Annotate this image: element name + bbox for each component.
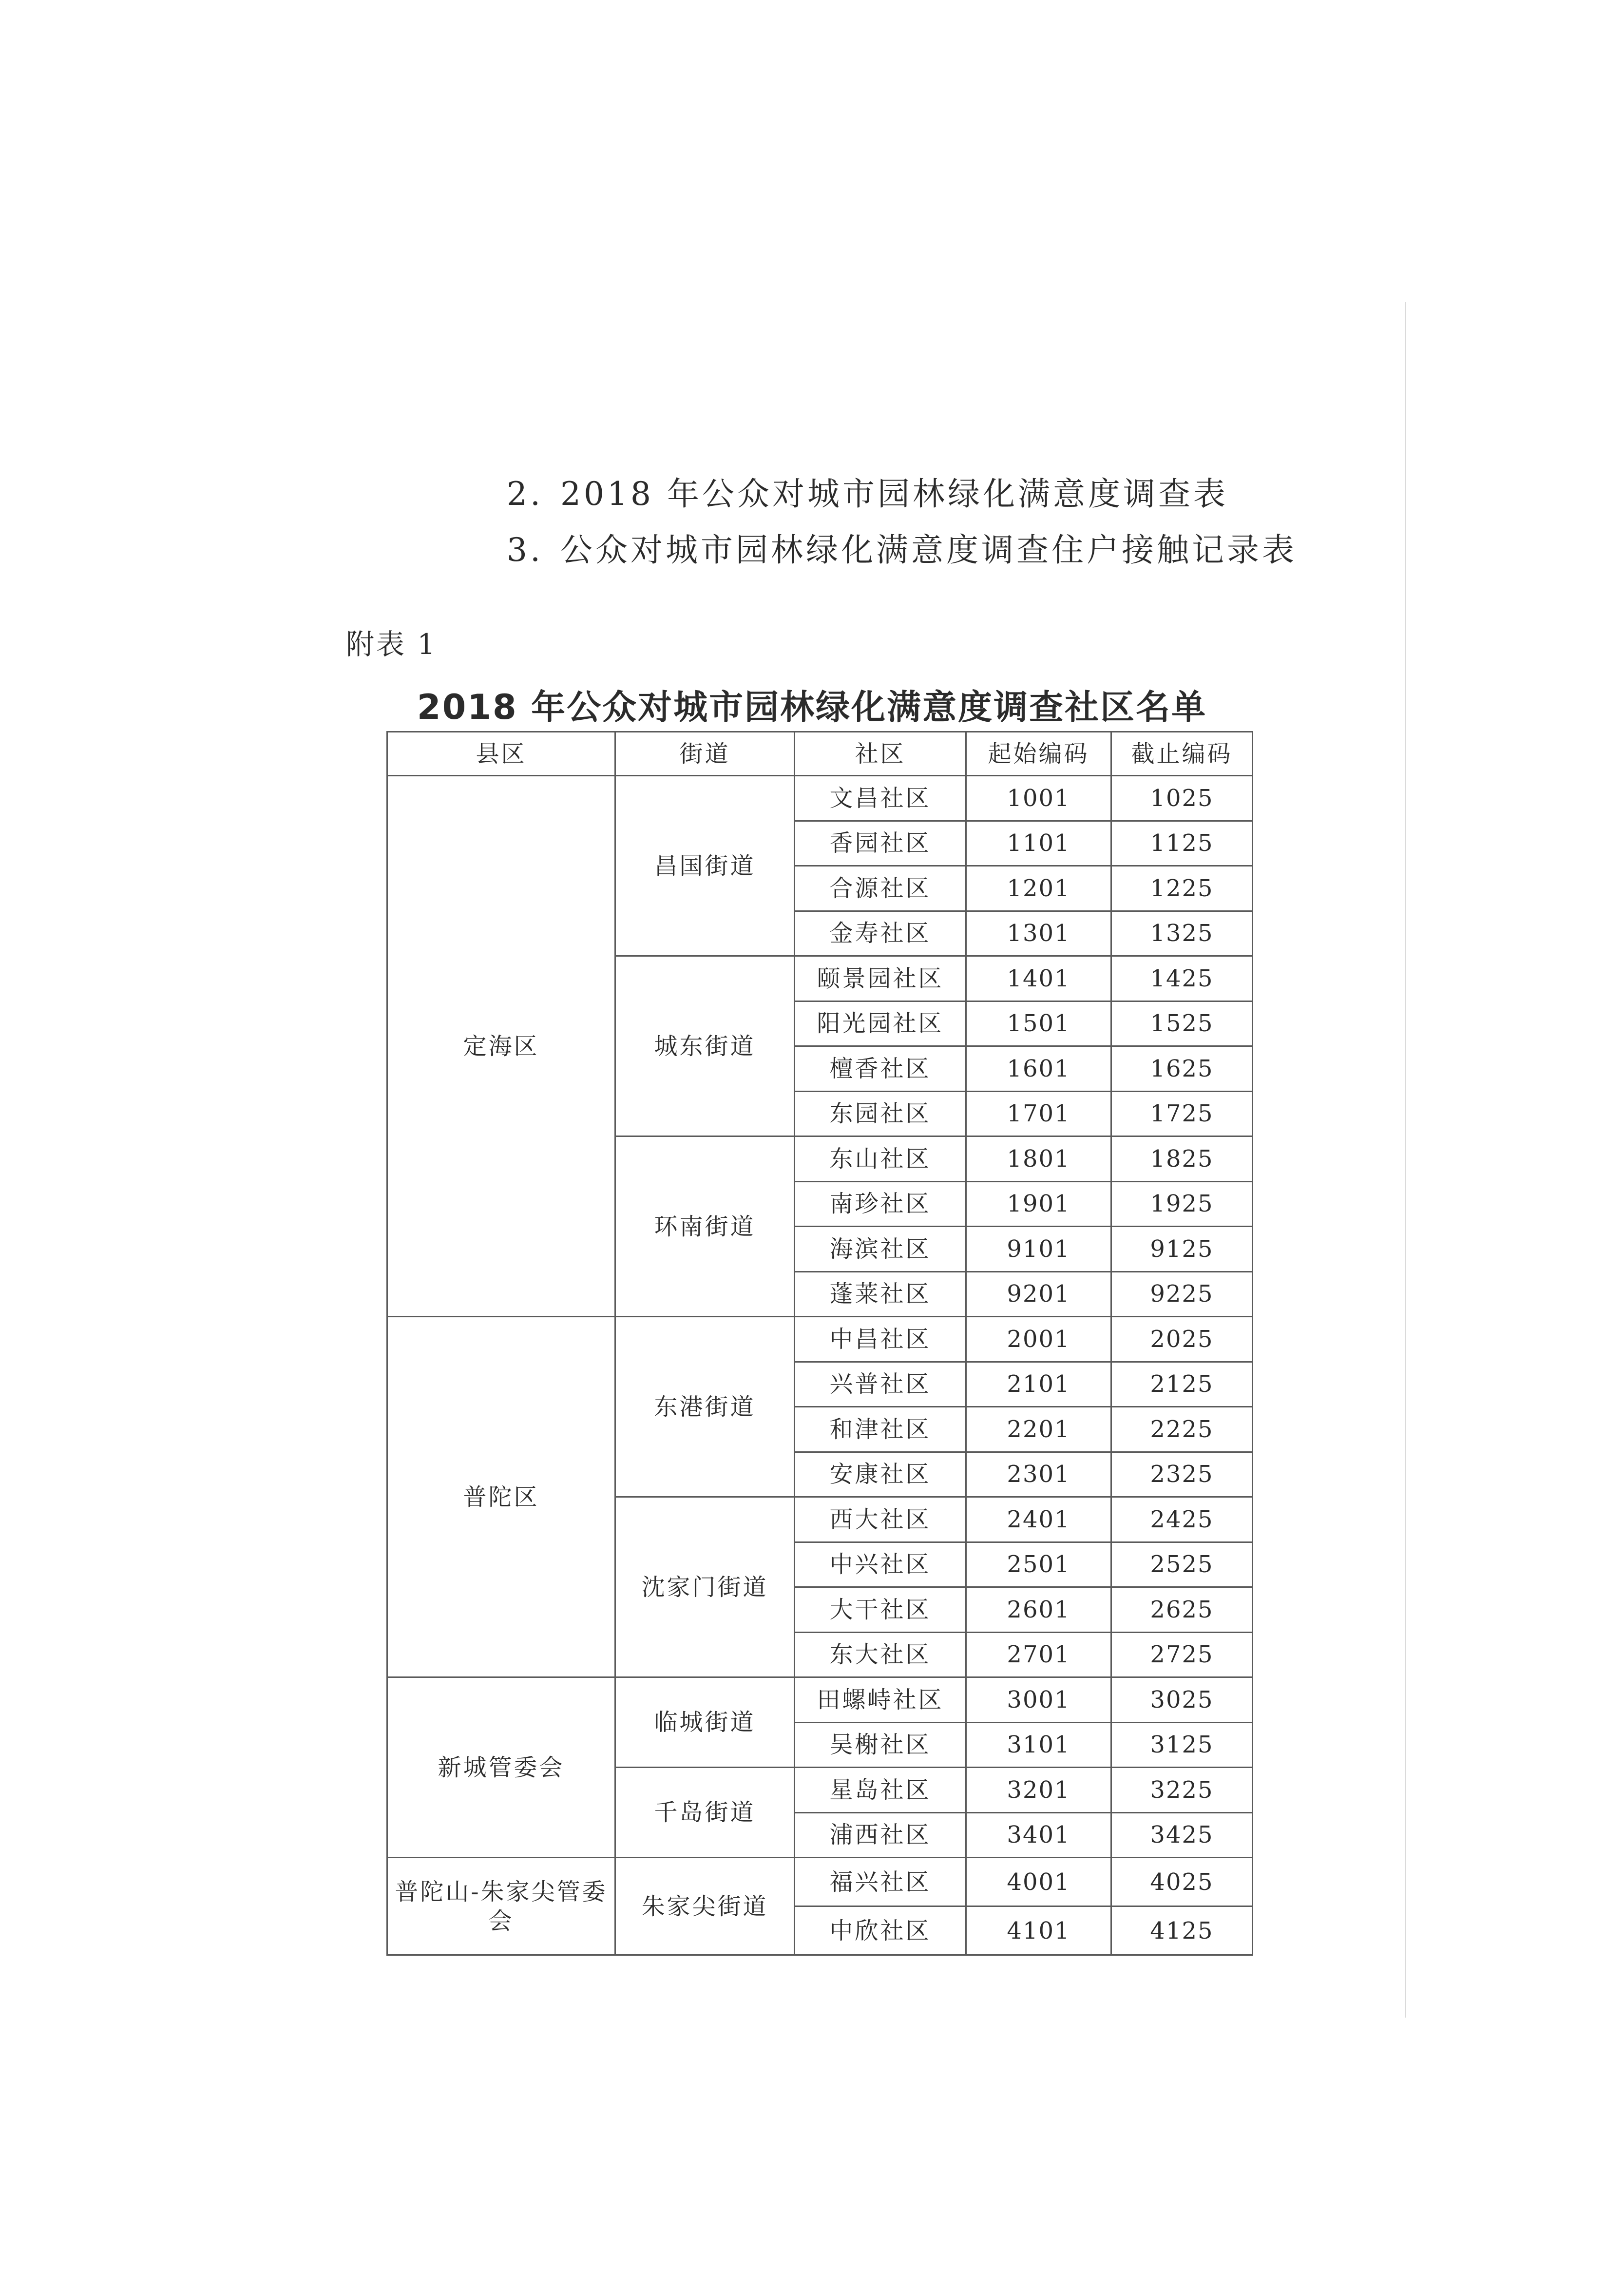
start-code-cell: 2601: [966, 1587, 1111, 1633]
end-code-cell: 3125: [1111, 1722, 1253, 1768]
end-code-cell: 1725: [1111, 1091, 1253, 1136]
table-row: [387, 1677, 1253, 1723]
end-code-cell: 2525: [1111, 1542, 1253, 1587]
start-code-cell: 1401: [966, 956, 1111, 1001]
district-cell: 普陀区: [387, 1317, 615, 1677]
end-code-cell: 1625: [1111, 1046, 1253, 1092]
header-end-code: 截止编码: [1111, 732, 1253, 776]
end-code-cell: 3225: [1111, 1768, 1253, 1813]
street-cell: 城东街道: [615, 956, 795, 1136]
end-code-cell: 4025: [1111, 1858, 1253, 1906]
start-code-cell: 4101: [966, 1906, 1111, 1955]
table-row: [387, 776, 1253, 821]
start-code-cell: 2201: [966, 1407, 1111, 1452]
end-code-cell: 3025: [1111, 1677, 1253, 1723]
community-cell: 海滨社区: [795, 1227, 966, 1272]
street-cell: 东港街道: [615, 1317, 795, 1497]
community-cell: 安康社区: [795, 1452, 966, 1497]
community-cell: 颐景园社区: [795, 956, 966, 1001]
annex-label: 附表 1: [346, 628, 438, 661]
start-code-cell: 2101: [966, 1362, 1111, 1407]
community-cell: 中欣社区: [795, 1906, 966, 1955]
start-code-cell: 2401: [966, 1497, 1111, 1542]
start-code-cell: 3001: [966, 1677, 1111, 1723]
community-cell: 东山社区: [795, 1136, 966, 1182]
header-street: 街道: [615, 732, 795, 776]
street-cell: 环南街道: [615, 1136, 795, 1317]
community-cell: 香园社区: [795, 821, 966, 866]
community-cell: 檀香社区: [795, 1046, 966, 1092]
end-code-cell: 3425: [1111, 1812, 1253, 1858]
start-code-cell: 1101: [966, 821, 1111, 866]
community-cell: 浦西社区: [795, 1812, 966, 1858]
end-code-cell: 4125: [1111, 1906, 1253, 1955]
start-code-cell: 2501: [966, 1542, 1111, 1587]
start-code-cell: 1701: [966, 1091, 1111, 1136]
end-code-cell: 1825: [1111, 1136, 1253, 1182]
end-code-cell: 2425: [1111, 1497, 1253, 1542]
start-code-cell: 1301: [966, 911, 1111, 956]
end-code-cell: 9225: [1111, 1271, 1253, 1317]
community-cell: 蓬莱社区: [795, 1271, 966, 1317]
start-code-cell: 1801: [966, 1136, 1111, 1182]
community-cell: 大干社区: [795, 1587, 966, 1633]
end-code-cell: 2025: [1111, 1317, 1253, 1362]
community-cell: 东园社区: [795, 1091, 966, 1136]
street-cell: 沈家门街道: [615, 1497, 795, 1677]
start-code-cell: 3101: [966, 1722, 1111, 1768]
end-code-cell: 2725: [1111, 1632, 1253, 1677]
end-code-cell: 1325: [1111, 911, 1253, 956]
end-code-cell: 2325: [1111, 1452, 1253, 1497]
attachment-list-item: [507, 524, 1297, 570]
start-code-cell: 1601: [966, 1046, 1111, 1092]
end-code-cell: 1925: [1111, 1181, 1253, 1227]
list-item-text: 公众对城市园林绿化满意度调查住户接触记录表: [560, 531, 1297, 569]
start-code-cell: 9101: [966, 1227, 1111, 1272]
end-code-cell: 2125: [1111, 1362, 1253, 1407]
header-district: 县区: [387, 732, 615, 776]
start-code-cell: 1001: [966, 776, 1111, 821]
end-code-cell: 1125: [1111, 821, 1253, 866]
list-item-number: 2.: [507, 475, 543, 513]
list-item-number: 3.: [507, 531, 543, 569]
district-cell: 定海区: [387, 776, 615, 1317]
district-cell: 新城管委会: [387, 1677, 615, 1858]
table-header-row: [387, 732, 1253, 776]
community-cell: 吴榭社区: [795, 1722, 966, 1768]
table-row: [387, 1317, 1253, 1362]
community-cell: 福兴社区: [795, 1858, 966, 1906]
end-code-cell: 2625: [1111, 1587, 1253, 1633]
start-code-cell: 2001: [966, 1317, 1111, 1362]
start-code-cell: 1501: [966, 1001, 1111, 1046]
start-code-cell: 2301: [966, 1452, 1111, 1497]
community-cell: 田螺峙社区: [795, 1677, 966, 1723]
community-cell: 东大社区: [795, 1632, 966, 1677]
start-code-cell: 1201: [966, 866, 1111, 911]
start-code-cell: 9201: [966, 1271, 1111, 1317]
street-cell: 千岛街道: [615, 1768, 795, 1858]
start-code-cell: 2701: [966, 1632, 1111, 1677]
community-table: [386, 731, 1253, 1956]
table-row: [387, 1858, 1253, 1906]
start-code-cell: 3201: [966, 1768, 1111, 1813]
header-community: 社区: [795, 732, 966, 776]
community-cell: 合源社区: [795, 866, 966, 911]
start-code-cell: 4001: [966, 1858, 1111, 1906]
community-cell: 文昌社区: [795, 776, 966, 821]
street-cell: 昌国街道: [615, 776, 795, 956]
start-code-cell: 1901: [966, 1181, 1111, 1227]
list-item-text: 2018 年公众对城市园林绿化满意度调查表: [560, 475, 1228, 513]
community-cell: 中昌社区: [795, 1317, 966, 1362]
end-code-cell: 1525: [1111, 1001, 1253, 1046]
street-cell: 朱家尖街道: [615, 1858, 795, 1955]
community-cell: 金寿社区: [795, 911, 966, 956]
community-cell: 西大社区: [795, 1497, 966, 1542]
end-code-cell: 2225: [1111, 1407, 1253, 1452]
community-cell: 南珍社区: [795, 1181, 966, 1227]
community-cell: 阳光园社区: [795, 1001, 966, 1046]
community-cell: 和津社区: [795, 1407, 966, 1452]
end-code-cell: 1425: [1111, 956, 1253, 1001]
page-edge-line: [1405, 302, 1406, 2018]
community-cell: 星岛社区: [795, 1768, 966, 1813]
street-cell: 临城街道: [615, 1677, 795, 1768]
header-start-code: 起始编码: [966, 732, 1111, 776]
start-code-cell: 3401: [966, 1812, 1111, 1858]
community-cell: 中兴社区: [795, 1542, 966, 1587]
district-cell: 普陀山-朱家尖管委会: [387, 1858, 615, 1955]
end-code-cell: 9125: [1111, 1227, 1253, 1272]
table-title: 2018 年公众对城市园林绿化满意度调查社区名单: [417, 687, 1207, 727]
end-code-cell: 1225: [1111, 866, 1253, 911]
community-cell: 兴普社区: [795, 1362, 966, 1407]
end-code-cell: 1025: [1111, 776, 1253, 821]
attachment-list-item: [507, 468, 1228, 514]
